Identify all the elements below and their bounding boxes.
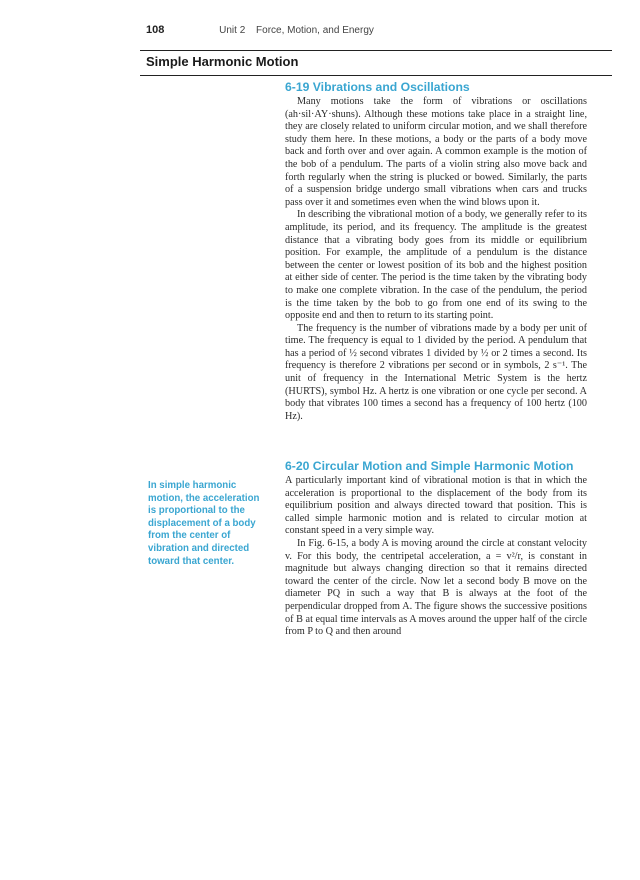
running-header <box>146 24 374 36</box>
section-heading: 6-20 Circular Motion and Simple Harmonic Motion <box>285 459 574 473</box>
page-number: 108 <box>146 24 165 36</box>
paragraph: A particularly important kind of vibrational motion is that in which the acceleration is proportional to the displacement of the body from its equilibrium position and always directed toward that position. This is called simple harmonic motion and is related to circular motion at constant speed in a very simple way. <box>285 475 587 537</box>
section-6-19 <box>285 80 587 423</box>
topic-label: Force, Motion, and Energy <box>256 25 374 36</box>
section-6-20 <box>285 459 587 639</box>
section-title: Simple Harmonic Motion <box>146 54 299 69</box>
paragraph: In Fig. 6-15, a body A is moving around the circle at constant velocity v. For this body, the centripetal acceleration, a = v²/r, is constant in magnitude but always changing direction so that it remains directed toward the center of the circle. Now let a second body B move on the diameter PQ in such a way that B is always at the foot of the perpendicular dropped from A. The figure shows the successive positions of B at equal time intervals as A moves around the upper half of the circle from P to Q and then around <box>285 537 587 638</box>
paragraph: Many motions take the form of vibrations or oscillations (ah·sil·AY·shuns). Although these motions take place in a straight line, they are closely related to uniform circular motion, and we shall therefore study them here. In these motions, a body or the parts of a body move back and forth over and over again. A common example is the motion of the bob of a pendulum. The parts of a violin string also move back and forth regularly when the string is plucked or bowed. Similarly, the parts of a suspension bridge undergo small vibrations when cars and trucks pass over it and sometimes even when the wind blows upon it. <box>285 96 587 208</box>
paragraph: The frequency is the number of vibrations made by a body per unit of time. The frequency is equal to 1 divided by the period. A pendulum that has a period of ½ second vibrates 1 divided by ½ or 2 times a second. Its frequency is therefore 2 vibrations per second or in symbols, 2 s⁻¹. The unit of frequency in the International Metric System is the hertz (HURTS), symbol Hz. A hertz is one vibration or one cycle per second. A body that vibrates 100 times a second has a frequency of 100 hertz (100 Hz). <box>285 322 587 422</box>
unit-label: Unit 2 <box>219 25 246 36</box>
title-underline <box>140 75 612 76</box>
top-rule <box>140 50 612 51</box>
margin-note: In simple harmonic motion, the acceleration is proportional to the displacement of a body from the center of vibration and directed toward that center. <box>148 480 260 567</box>
paragraph: In describing the vibrational motion of a body, we generally refer to its amplitude, its period, and its frequency. The amplitude is the greatest distance that a vibrating body goes from its middle or equilibrium position. For example, the amplitude of a pendulum is the distance between the center or lowest position of its bob and the highest position at either side of center. The period is the time taken by the vibrating body to make one complete vibration. In the case of the pendulum, the period is the time taken by the bob to go from one end of its swing to the opposite end and then to return to its starting point. <box>285 209 587 322</box>
section-heading: 6-19 Vibrations and Oscillations <box>285 80 470 94</box>
